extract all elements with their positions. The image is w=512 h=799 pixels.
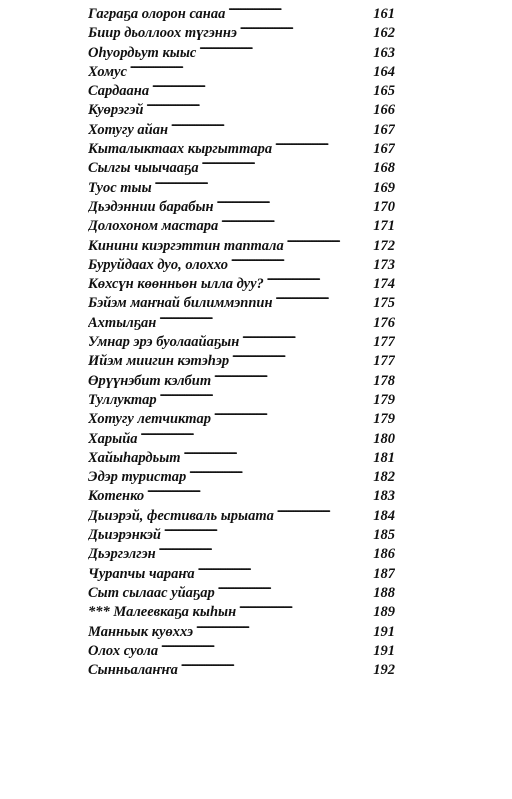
toc-entry-title: Ахтылҕан (88, 314, 157, 331)
toc-entry-title: Долохоном мастара (88, 218, 219, 235)
dot-leader (141, 429, 363, 443)
dot-leader (242, 332, 363, 346)
toc-entry-page-number: 161 (373, 6, 395, 22)
toc-entry (88, 409, 395, 428)
toc-entry-page-number: 186 (373, 546, 395, 563)
toc-entry-page-number: 179 (373, 391, 395, 408)
dot-leader (146, 100, 363, 114)
toc-entry-title: Сардаана (88, 83, 150, 100)
dot-leader (287, 236, 363, 250)
toc-entry-page-number: 170 (373, 198, 395, 215)
toc-entry (88, 43, 395, 62)
dot-leader (221, 216, 363, 230)
dot-leader (231, 255, 363, 269)
dot-leader (214, 371, 363, 385)
toc-entry-title: Дьиэрэнкэй (88, 527, 161, 544)
dot-leader (277, 506, 363, 520)
toc-entry-title: Чурапчы чараҥа (88, 565, 195, 582)
toc-entry (88, 100, 395, 119)
toc-entry-page-number: 167 (373, 121, 395, 138)
dot-leader (239, 602, 363, 616)
dot-leader (130, 62, 363, 76)
toc-entry-page-number: 172 (373, 237, 395, 254)
toc-entry-page-number: 167 (373, 141, 395, 158)
dot-leader (155, 178, 363, 192)
toc-entry-title: Хомус (88, 63, 127, 80)
dot-leader (218, 583, 363, 597)
dot-leader (214, 409, 363, 423)
dot-leader (160, 390, 363, 404)
toc-entry (88, 197, 395, 216)
toc-entry (88, 139, 395, 158)
dot-leader (276, 293, 363, 307)
toc-entry-title: Гаграҕа олорон санаа (88, 6, 226, 22)
toc-entry-title: Умнар эрэ буолаайаҕын (88, 334, 240, 351)
toc-entry (88, 641, 395, 660)
dot-leader (189, 467, 363, 481)
toc-entry-page-number: 189 (373, 604, 395, 621)
dot-leader (159, 544, 363, 558)
dot-leader (164, 525, 363, 539)
toc-entry-title: Дьэдэннии барабын (88, 198, 214, 215)
toc-entry (88, 62, 395, 81)
dot-leader (198, 564, 363, 578)
toc-entry-title: Туос тыы (88, 179, 152, 196)
toc-entry (88, 274, 395, 293)
dot-leader (184, 448, 363, 462)
toc-entry (88, 81, 395, 100)
toc-entry (88, 332, 395, 351)
dot-leader (147, 486, 363, 500)
toc-entry-page-number: 187 (373, 565, 395, 582)
toc-entry-page-number: 166 (373, 102, 395, 119)
toc-entry (88, 216, 395, 235)
toc-entry-title: Биир дьоллоох түгэннэ (88, 25, 237, 42)
toc-entry (88, 583, 395, 602)
toc-entry (88, 525, 395, 544)
toc-entry-page-number: 168 (373, 160, 395, 177)
toc-entry-title: Олох суола (88, 642, 159, 659)
toc-entry-page-number: 191 (373, 623, 395, 640)
table-of-contents (88, 4, 395, 679)
toc-entry-title: Буруйдаах дуо, олоххо (88, 256, 229, 273)
toc-entry-title: Кыталыктаах кыргыттара (88, 141, 273, 158)
toc-entry-page-number: 188 (373, 584, 395, 601)
dot-leader (228, 4, 363, 18)
toc-entry-page-number: 179 (373, 411, 395, 428)
toc-entry-title: Дьиэрэй, фестиваль ырыата (88, 507, 274, 524)
toc-entry-page-number: 169 (373, 179, 395, 196)
toc-entry (88, 448, 395, 467)
toc-entry (88, 467, 395, 486)
toc-entry (88, 158, 395, 177)
toc-entry-title: Сыт сылаас уйаҕар (88, 584, 215, 601)
toc-entry-title: Туллуктар (88, 391, 157, 408)
toc-entry-page-number: 178 (373, 372, 395, 389)
dot-leader (196, 622, 363, 636)
toc-entry-title: Эдэр туристар (88, 469, 187, 486)
dot-leader (199, 43, 363, 57)
toc-entry (88, 390, 395, 409)
toc-entry-page-number: 171 (373, 218, 395, 235)
toc-entry (88, 371, 395, 390)
toc-entry (88, 255, 395, 274)
toc-entry-title: Сылгы чыычааҕа (88, 160, 199, 177)
toc-entry-page-number: 185 (373, 527, 395, 544)
toc-entry (88, 23, 395, 42)
toc-entry-page-number: 164 (373, 63, 395, 80)
toc-entry-title: Манньык куөххэ (88, 623, 194, 640)
toc-entry (88, 4, 395, 23)
toc-entry-title: Котенко (88, 488, 145, 505)
toc-entry (88, 236, 395, 255)
dot-leader (202, 158, 363, 172)
toc-entry (88, 120, 395, 139)
toc-entry (88, 486, 395, 505)
toc-entry (88, 602, 395, 621)
toc-entry-page-number: 192 (373, 662, 395, 679)
toc-entry (88, 564, 395, 583)
dot-leader (232, 351, 363, 365)
toc-entry-title: Өрүүнэбит кэлбит (88, 372, 212, 389)
toc-entry (88, 351, 395, 370)
toc-entry-title: Ийэм миигин кэтэһэр (88, 353, 230, 370)
toc-entry-page-number: 173 (373, 256, 395, 273)
toc-entry-page-number: 176 (373, 314, 395, 331)
dot-leader (152, 81, 363, 95)
toc-entry-title: Хайыһардьыт (88, 449, 181, 466)
toc-entry (88, 660, 395, 679)
toc-entry-page-number: 163 (373, 44, 395, 61)
toc-entry-page-number: 182 (373, 469, 395, 486)
toc-entry (88, 313, 395, 332)
toc-entry (88, 622, 395, 641)
toc-entry-page-number: 177 (373, 353, 395, 370)
dot-leader (171, 120, 363, 134)
toc-entry-title: Хотугу айан (88, 121, 169, 138)
toc-entry-page-number: 191 (373, 642, 395, 659)
toc-entry-title: Хотугу летчиктар (88, 411, 211, 428)
dot-leader (267, 274, 363, 288)
toc-entry-title: Сынньалаҥҥа (88, 662, 178, 679)
toc-entry-page-number: 181 (373, 449, 395, 466)
toc-entry-title: *** Малеевкаҕа кыһын (88, 604, 237, 621)
toc-entry-page-number: 174 (373, 276, 395, 293)
toc-entry-page-number: 184 (373, 507, 395, 524)
toc-entry-page-number: 183 (373, 488, 395, 505)
toc-entry (88, 506, 395, 525)
toc-entry-title: Куөрэгэй (88, 102, 144, 119)
toc-entry-page-number: 175 (373, 295, 395, 312)
toc-entry-page-number: 165 (373, 83, 395, 100)
toc-entry (88, 178, 395, 197)
dot-leader (161, 641, 363, 655)
dot-leader (240, 23, 363, 37)
dot-leader (159, 313, 363, 327)
dot-leader (275, 139, 363, 153)
toc-entry-title: Бэйэм маҥнай билиммэппин (88, 295, 273, 312)
dot-leader (217, 197, 363, 211)
toc-entry (88, 293, 395, 312)
toc-entry-page-number: 180 (373, 430, 395, 447)
toc-entry-title: Оһуордьут кыыс (88, 44, 197, 61)
toc-entry-title: Дьэргэлгэн (88, 546, 156, 563)
toc-entry-title: Көхсүн көөнньөн ылла дуу? (88, 276, 264, 293)
toc-entry-title: Харыйа (88, 430, 138, 447)
dot-leader (181, 660, 363, 674)
toc-entry (88, 429, 395, 448)
toc-entry-page-number: 162 (373, 25, 395, 42)
toc-entry-page-number: 177 (373, 334, 395, 351)
toc-entry-title: Кинини киэргэттин таптала (88, 237, 284, 254)
toc-entry (88, 544, 395, 563)
